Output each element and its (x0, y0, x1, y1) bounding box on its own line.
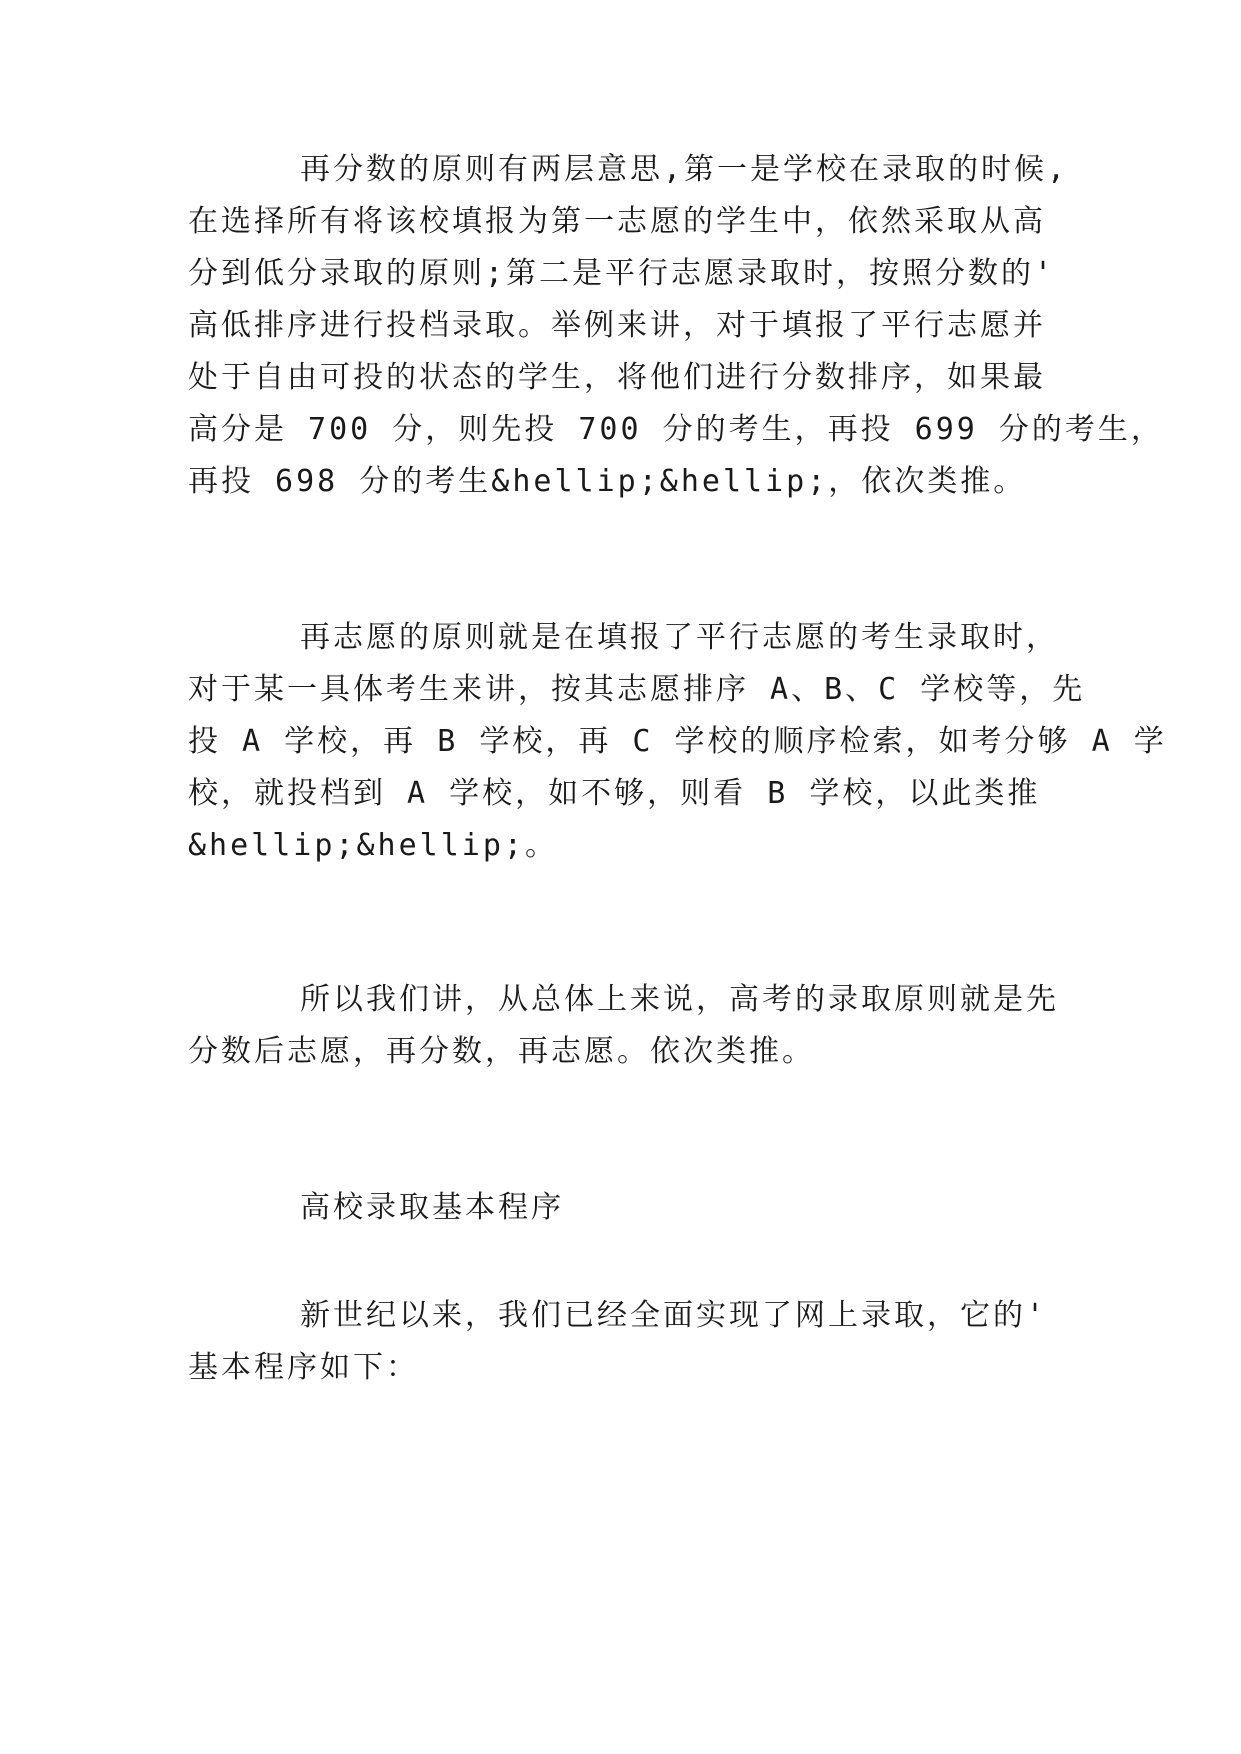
text-line: 分数后志愿，再分数，再志愿。依次类推。 (188, 1034, 815, 1069)
text-line: 分到低分录取的原则;第二是平行志愿录取时，按照分数的' (188, 256, 1056, 291)
text-line: 投 A 学校，再 B 学校，再 C 学校的顺序检索，如考分够 A 学 (188, 724, 1167, 759)
text-line: &hellip;&hellip;。 (188, 828, 558, 863)
text-line: 校，就投档到 A 学校，如不够，则看 B 学校，以此类推 (188, 776, 1041, 811)
text-line: 再分数的原则有两层意思,第一是学校在录取的时候, (300, 152, 1069, 187)
text-line: 处于自由可投的状态的学生，将他们进行分数排序，如果最 (188, 360, 1046, 395)
heading-text: 高校录取基本程序 (300, 1190, 564, 1225)
text-line: 新世纪以来，我们已经全面实现了网上录取，它的' (300, 1298, 1048, 1333)
text-line: 对于某一具体考生来讲，按其志愿排序 A、B、C 学校等，先 (188, 672, 1086, 707)
text-line: 高分是 700 分，则先投 700 分的考生，再投 699 分的考生， (188, 412, 1164, 447)
text-line: 基本程序如下： (188, 1350, 419, 1385)
text-line: 高低排序进行投档录取。举例来讲，对于填报了平行志愿并 (188, 308, 1046, 343)
text-line: 所以我们讲，从总体上来说，高考的录取原则就是先 (300, 982, 1059, 1017)
text-line: 再投 698 分的考生&hellip;&hellip;，依次类推。 (188, 464, 1027, 499)
text-line: 在选择所有将该校填报为第一志愿的学生中，依然采取从高 (188, 204, 1046, 239)
text-line: 再志愿的原则就是在填报了平行志愿的考生录取时， (300, 620, 1059, 655)
